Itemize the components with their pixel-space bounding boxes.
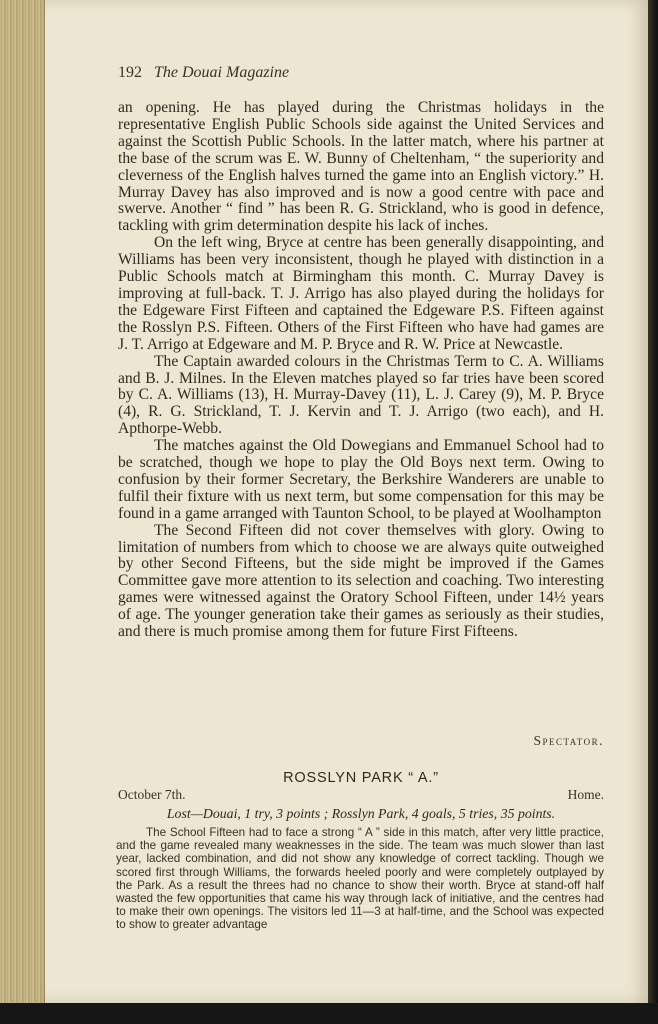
paragraph: The matches against the Old Dowegians and Emmanuel School had to be scratched, though we hope to play the Old Boys next term. Owing to confusion by their former Secretary, the Berkshire Wanderers are unable to fulfil their fixture with us next term, but some compensation for this may be found in a game arranged with Taunton School, to be played at Woolhampton	[118, 437, 604, 522]
match-report	[116, 826, 604, 932]
match-meta	[118, 787, 604, 803]
scan-border	[0, 1003, 658, 1024]
page-edge	[648, 0, 658, 1003]
match-heading: ROSSLYN PARK “ A.”	[283, 770, 439, 786]
match-result: Lost—Douai, 1 try, 3 points ; Rosslyn Park, 4 goals, 5 tries, 35 points.	[166, 806, 556, 821]
author-signature: Spectator.	[533, 733, 604, 748]
report-paragraph: The School Fifteen had to face a strong “ A ” side in this match, after very little practice, and the game revealed many weaknesses in the side. The team was much slower than last year, lacked combination, and did not show any knowledge of correct tackling. Though we scored first through Williams, the forwards heeled poorly and were completely outplayed by the Park. As a result the threes had no chance to show their worth. Bryce at stand-off half wasted the few opportunities that came his way through lack of initiative, and the centres had to make their own openings. The visitors led 11—3 at half-time, and the School was expected to show to greater advantage	[116, 826, 604, 932]
match-date: October 7th.	[118, 787, 186, 802]
paragraph: an opening. He has played during the Christmas holidays in the representative English Public Schools side against the United Services and against the Scottish Public Schools. In the latter match, where his partner at the base of the scrum was E. W. Bunny of Cheltenham, “ the superiority and cleverness of the English halves turned the game into an English victory.” H. Murray Davey has also improved and is now a good centre with pace and swerve. Another “ find ” has been R. G. Strickland, who is good in defence, tackling with grim determination despite his lack of inches.	[118, 99, 604, 235]
magazine-title: The Douai Magazine	[154, 64, 290, 81]
article-body	[118, 100, 604, 641]
match-venue: Home.	[567, 787, 604, 802]
page-number: 192	[118, 64, 142, 81]
paragraph: On the left wing, Bryce at centre has been generally disappointing, and Williams has been very inconsistent, though he played with distinction in a Public Schools match at Birmingham this month. C. Murray Davey is improving at full-back. T. J. Arrigo has also played during the holidays for the Edgeware First Fifteen and captained the Edgeware P.S. Fifteen against the Rosslyn P.S. Fifteen. Others of the First Fifteen who have had games are J. T. Arrigo at Edgeware and M. P. Bryce and R. W. Price at Newcastle.	[118, 234, 604, 353]
book-spine	[0, 0, 45, 1003]
paragraph: The Second Fifteen did not cover themselves with glory. Owing to limitation of numbers from which to choose we are always quite outweighed by other Second Fifteens, but the side might be improved if the Games Committee gave more attention to its selection and coaching. Two interesting games were witnessed against the Oratory School Fifteen, under 14½ years of age. The younger generation take their games as seriously as their studies, and there is much promise among them for future First Fifteens.	[118, 521, 604, 641]
paragraph: The Captain awarded colours in the Christmas Term to C. A. Williams and B. J. Milnes. In the Eleven matches played so far tries have been scored by C. A. Williams (13), H. Murray-Davey (11), L. J. Carey (9), M. P. Bryce (4), R. G. Strickland, T. J. Kervin and T. J. Arrigo (two each), and H. Apthorpe-Webb.	[118, 352, 604, 438]
running-head	[118, 64, 608, 82]
